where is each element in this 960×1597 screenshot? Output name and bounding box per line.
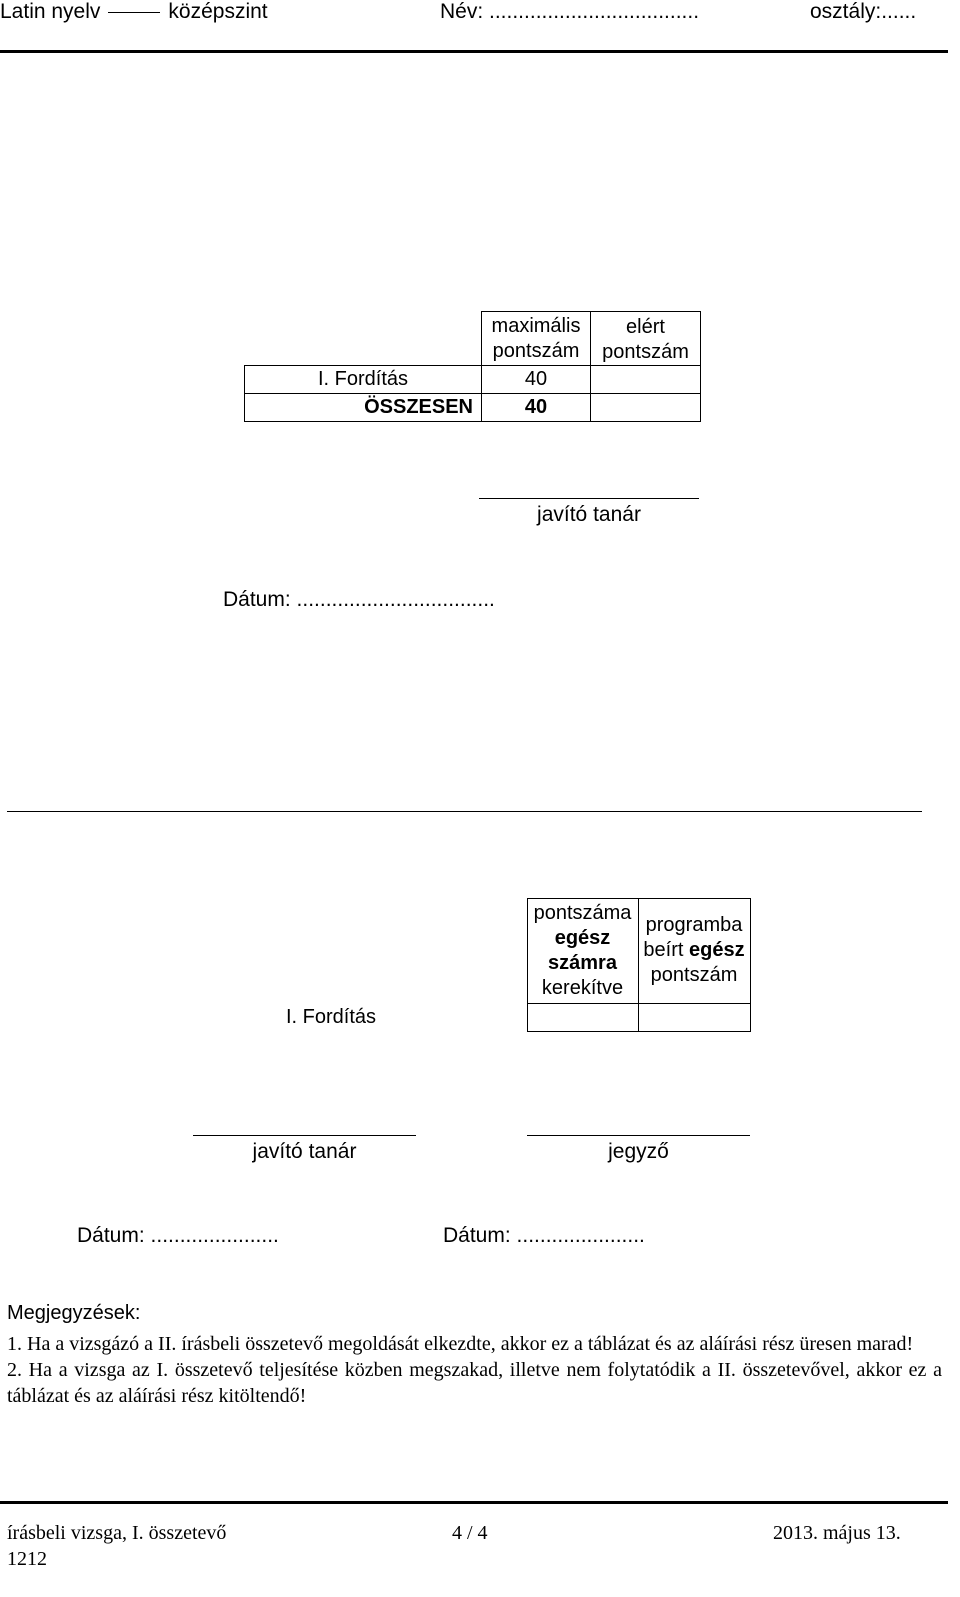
col-header-reached: elért pontszám	[591, 312, 701, 366]
row-reached-translation[interactable]	[591, 366, 701, 394]
header-subject-name: Latin nyelv	[0, 0, 101, 23]
section-divider	[7, 811, 922, 812]
date-field-teacher-2: Dátum: ......................	[77, 1224, 279, 1247]
score-table	[244, 311, 701, 422]
final-row-label: I. Fordítás	[286, 1006, 377, 1028]
note-2: 2. Ha a vizsga az I. összetevő teljesítése közben megszakad, illetve nem folytatódik a II. összetevővel, akkor ez a táblázat és az aláírási rész kitöltendő!	[7, 1359, 942, 1407]
footer-exam-type: írásbeli vizsga, I. összetevő	[7, 1522, 227, 1544]
signature-label-teacher-2: javító tanár	[252, 1140, 357, 1163]
row-max-total: 40	[482, 394, 591, 422]
row-max-translation: 40	[482, 366, 591, 394]
notes-label: Megjegyzések:	[7, 1302, 141, 1324]
final-row-rounded[interactable]	[527, 1004, 638, 1032]
signature-label-teacher: javító tanár	[537, 503, 641, 526]
date-field-clerk: Dátum: ......................	[443, 1224, 645, 1247]
signature-line-teacher	[479, 498, 699, 499]
signature-line-teacher-2	[193, 1135, 416, 1136]
final-row-entered[interactable]	[638, 1004, 750, 1032]
row-label-total: ÖSSZESEN	[245, 394, 482, 422]
score-table-corner	[245, 312, 482, 366]
header-class-field: osztály:......	[810, 0, 917, 23]
signature-label-clerk: jegyző	[608, 1140, 669, 1163]
final-table-corner	[275, 899, 527, 1004]
header-dash	[108, 12, 160, 13]
date-field-teacher: Dátum: ..................................	[223, 588, 495, 611]
footer-code: 1212	[7, 1548, 47, 1570]
header-name-field: Név: ....................................	[440, 0, 700, 23]
note-1: 1. Ha a vizsgázó a II. írásbeli összetevő megoldását elkezdte, akkor ez a táblázat és az aláírási rész üresen marad!	[7, 1333, 914, 1355]
footer-page-number: 4 / 4	[452, 1522, 488, 1544]
col-header-entered: programba beírt egész pontszám	[638, 899, 750, 1004]
header-subject	[0, 0, 268, 24]
footer-rule	[0, 1501, 948, 1504]
footer-date: 2013. május 13.	[773, 1522, 901, 1544]
signature-line-clerk	[527, 1135, 750, 1136]
col-header-rounded: pontszáma egész számra kerekítve	[527, 899, 638, 1004]
header-rule	[0, 50, 948, 53]
row-label-translation: I. Fordítás	[245, 366, 482, 394]
header-level: középszint	[168, 0, 268, 23]
col-header-max: maximális pontszám	[482, 312, 591, 366]
notes-section	[7, 1300, 942, 1409]
final-score-table	[275, 898, 751, 1032]
row-reached-total[interactable]	[591, 394, 701, 422]
